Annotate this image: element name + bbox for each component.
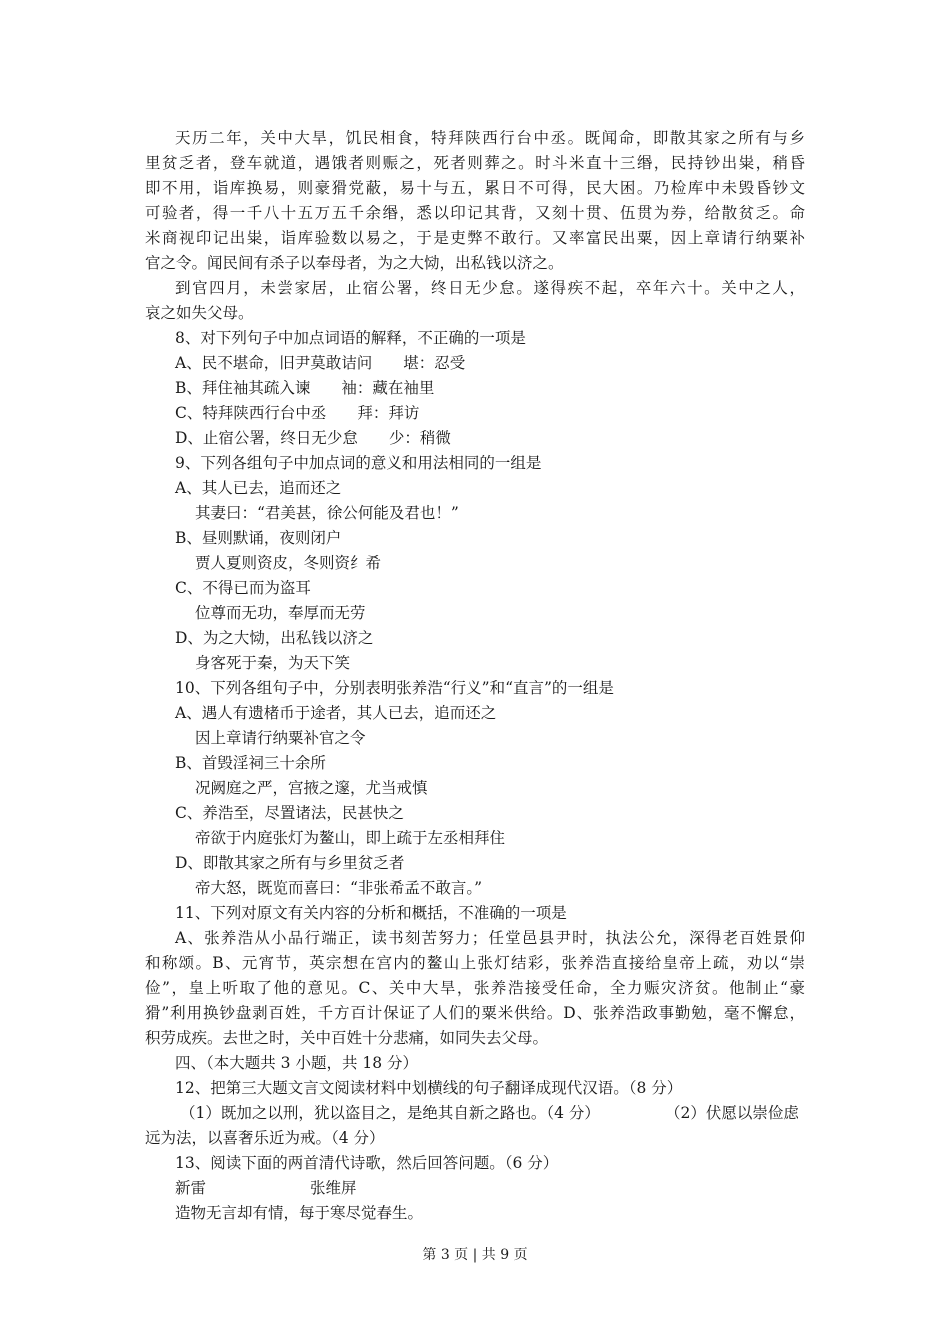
q8-option-a: A、民不堪命，旧尹莫敢诘问 堪：忍受 — [175, 354, 466, 372]
q9-option-a-1: A、其人已去，追而还之 — [175, 479, 342, 497]
q12-part-1: （1）既加之以刑，犹以盗目之，是绝其自新之路也。（4 分） — [180, 1104, 600, 1122]
q10-option-c-2: 帝欲于内庭张灯为鳌山，即上疏于左丞相拜住 — [195, 829, 506, 847]
q11-line-2: 和称颂。B、元宵节，英宗想在宫内的鳌山上张灯结彩，张养浩直接给皇帝上疏，劝以“崇 — [145, 954, 805, 972]
q8-stem: 8、对下列句子中加点词语的解释，不正确的一项是 — [175, 329, 526, 347]
q9-option-d-2: 身客死于秦，为天下笑 — [195, 654, 351, 672]
q10-stem: 10、下列各组句子中，分别表明张养浩“行义”和“直言”的一组是 — [175, 679, 614, 697]
poem-author: 张维屏 — [310, 1179, 357, 1197]
q10-option-b-1: B、首毁淫祠三十余所 — [175, 754, 326, 772]
q10-option-c-1: C、养浩至，尽置诸法，民甚快之 — [175, 804, 404, 822]
passage-p1-line-1: 天历二年，关中大旱，饥民相食，特拜陕西行台中丞。既闻命，即散其家之所有与乡 — [175, 129, 805, 147]
q12-part-2-continued: 远为法，以喜奢乐近为戒。（4 分） — [145, 1129, 385, 1147]
page-footer: 第 3 页 | 共 9 页 — [422, 1247, 528, 1263]
q13-stem: 13、阅读下面的两首清代诗歌，然后回答问题。（6 分） — [175, 1154, 559, 1172]
q12-stem: 12、把第三大题文言文阅读材料中划横线的句子翻译成现代汉语。（8 分） — [175, 1079, 683, 1097]
q9-option-b-2: 贾人夏则资皮，冬则资纟希 — [195, 554, 382, 572]
q9-stem: 9、下列各组句子中加点词的意义和用法相同的一组是 — [175, 454, 542, 472]
passage-p2-line-1: 到官四月，未尝家居，止宿公署，终日无少怠。遂得疾不起，卒年六十。关中之人， — [175, 279, 805, 297]
q9-option-d-1: D、为之大恸，出私钱以济之 — [175, 629, 374, 647]
q11-stem: 11、下列对原文有关内容的分析和概括，不准确的一项是 — [175, 904, 567, 922]
q10-option-d-2: 帝大怒，既览而喜曰：“非张希孟不敢言。” — [195, 879, 483, 897]
passage-p1-line-2: 里贫乏者，登车就道，遇饿者则赈之，死者则葬之。时斗米直十三缗，民持钞出粜，稍昏 — [145, 154, 805, 172]
passage-p1-line-3: 即不用，诣库换易，则豪猾党蔽，易十与五，累日不可得，民大困。乃检库中未毁昏钞文 — [145, 179, 805, 197]
section-heading: 四、（本大题共 3 小题，共 18 分） — [175, 1054, 419, 1072]
q10-option-b-2: 况阙庭之严，宫掖之邃，尤当戒慎 — [195, 779, 428, 797]
q11-line-5: 积劳成疾。去世之时，关中百姓十分悲痛，如同失去父母。 — [145, 1029, 549, 1047]
q12-part-2: （2）伏愿以崇俭虑 — [665, 1104, 799, 1122]
poem-title: 新雷 — [175, 1179, 207, 1197]
q11-line-1: A、张养浩从小品行端正，读书刻苦努力；任堂邑县尹时，执法公允，深得老百姓景仰 — [175, 929, 805, 947]
poem-line-1: 造物无言却有情，每于寒尽觉春生。 — [175, 1204, 424, 1222]
q11-line-4: 猾”利用换钞盘剥百姓，千方百计保证了人们的粟米供给。D、张养浩政事勤勉，毫不懈怠， — [145, 1004, 805, 1022]
q9-option-b-1: B、昼则默诵，夜则闭户 — [175, 529, 342, 547]
q10-option-a-2: 因上章请行纳粟补官之令 — [195, 729, 366, 747]
q9-option-a-2: 其妻曰：“君美甚，徐公何能及君也！” — [195, 504, 459, 522]
passage-p1-line-4: 可验者，得一千八十五万五千余缗，悉以印记其背，又刻十贯、伍贯为券，给散贫乏。命 — [145, 204, 805, 222]
q9-option-c-2: 位尊而无功，奉厚而无劳 — [195, 604, 366, 622]
q8-option-c: C、特拜陕西行台中丞 拜：拜访 — [175, 404, 420, 422]
q10-option-a-1: A、遇人有遗楮币于途者，其人已去，追而还之 — [175, 704, 497, 722]
q8-option-d: D、止宿公署，终日无少怠 少：稍微 — [175, 429, 451, 447]
passage-p1-line-6: 官之令。闻民间有杀子以奉母者，为之大恸，出私钱以济之。 — [145, 254, 564, 272]
passage-p2-line-2: 哀之如失父母。 — [145, 304, 254, 322]
passage-p1-line-5: 米商视印记出粜，诣库验数以易之，于是吏弊不敢行。又率富民出粟，因上章请行纳粟补 — [145, 229, 805, 247]
q8-option-b: B、拜住袖其疏入谏 袖：藏在袖里 — [175, 379, 435, 397]
q9-option-c-1: C、不得已而为盗耳 — [175, 579, 311, 597]
q10-option-d-1: D、即散其家之所有与乡里贫乏者 — [175, 854, 405, 872]
q11-line-3: 俭”，皇上听取了他的意见。C、关中大旱，张养浩接受任命，全力赈灾济贫。他制止“豪 — [145, 979, 805, 997]
